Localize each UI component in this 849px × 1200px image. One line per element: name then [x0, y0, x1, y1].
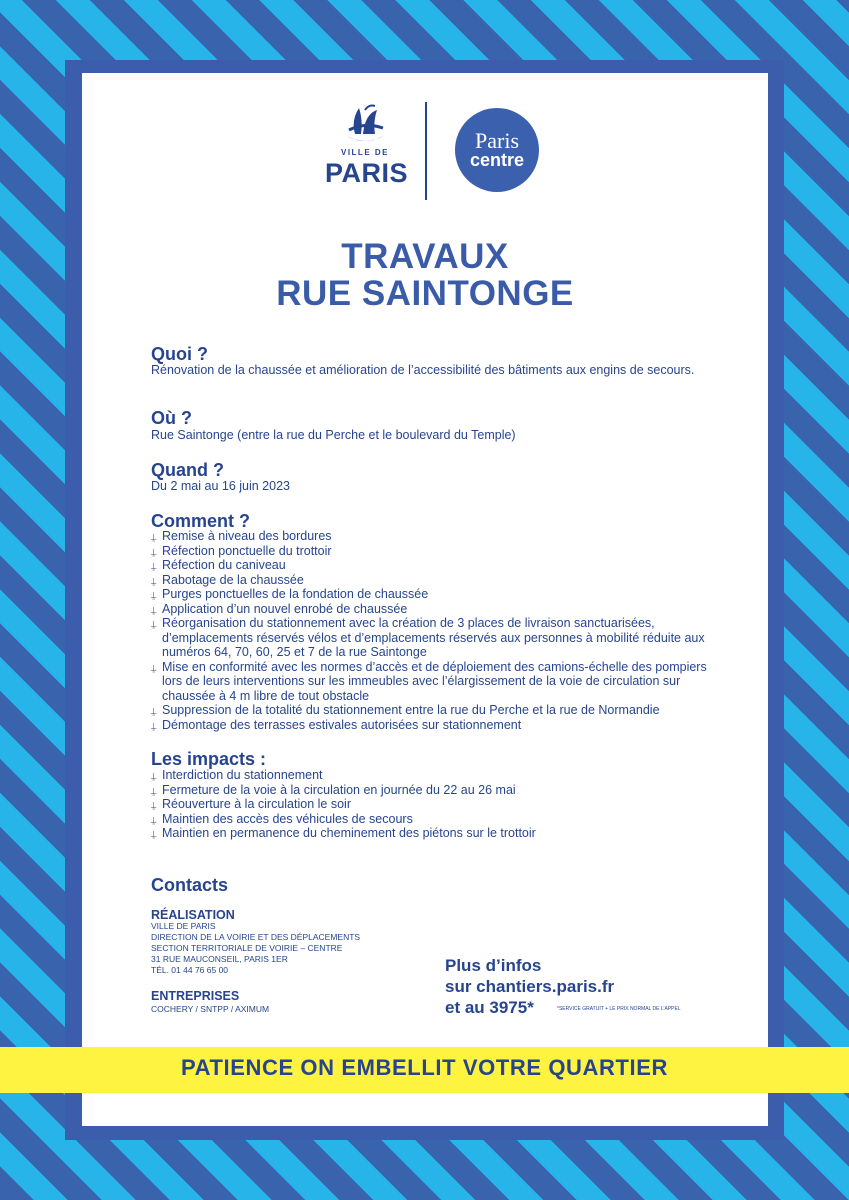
paris-centre-line1: Paris [475, 128, 519, 153]
bullet-icon: ⍊ [151, 771, 157, 781]
paris-label: PARIS [325, 158, 409, 188]
bullet-icon: ⍊ [151, 604, 157, 615]
list-item-text: Démontage des terrasses estivales autorisées sur stationnement [162, 717, 522, 732]
quand-heading: Quand ? [151, 460, 224, 480]
logo-divider [425, 102, 427, 200]
list-item [151, 797, 711, 812]
quoi-heading: Quoi ? [151, 344, 208, 364]
list-item-text: Maintien des accès des véhicules de secours [162, 811, 413, 826]
quoi-text: Rénovation de la chaussée et amélioration de l’accessibilité des bâtiments aux engins de secours. [151, 363, 695, 377]
ville-de-label: VILLE DE [340, 148, 389, 157]
info-line1: Plus d’infos [445, 956, 542, 975]
bullet-icon: ⍊ [151, 785, 157, 796]
list-item [151, 602, 711, 617]
list-item-text: Interdiction du stationnement [162, 768, 323, 782]
realisation-line: 31 RUE MAUCONSEIL, PARIS 1ER [151, 954, 288, 964]
ou-heading: Où ? [151, 408, 192, 428]
entreprises-text: COCHERY / SNTPP / AXIMUM [151, 1004, 270, 1014]
list-item-text: Réfection ponctuelle du trottoir [162, 543, 332, 558]
impacts-heading: Les impacts : [151, 749, 267, 769]
list-item [151, 573, 711, 588]
list-item-text: Suppression de la totalité du stationnement entre la rue du Perche et la rue de Normandie [162, 703, 660, 717]
bullet-icon: ⍊ [151, 829, 157, 839]
impacts-list [151, 768, 711, 841]
list-item-text: Réfection du caniveau [162, 558, 286, 572]
bullet-icon: ⍊ [151, 619, 157, 629]
comment-list [151, 529, 711, 732]
bullet-icon: ⍊ [151, 575, 157, 586]
title-line1: TRAVAUX [341, 237, 509, 276]
list-item [151, 812, 711, 827]
list-item-text: Application d’un nouvel enrobé de chaussée [162, 601, 408, 616]
list-item-text: Maintien en permanence du cheminement des piétons sur le trottoir [162, 826, 536, 840]
bullet-icon: ⍊ [151, 800, 157, 810]
paris-centre-line2: centre [469, 150, 525, 170]
list-item [151, 768, 711, 783]
bullet-icon: ⍊ [151, 814, 157, 825]
list-item-text: Rabotage de la chaussée [162, 572, 304, 587]
bullet-icon: ⍊ [151, 546, 157, 557]
realisation-heading: RÉALISATION [151, 908, 235, 922]
list-item [151, 558, 711, 573]
bullet-icon: ⍊ [151, 706, 157, 716]
list-item-text: Remise à niveau des bordures [162, 529, 332, 543]
list-item [151, 826, 711, 841]
paris-centre-logo [455, 108, 539, 192]
realisation-line: SECTION TERRITORIALE DE VOIRIE – CENTRE [151, 943, 343, 953]
banner-text: PATIENCE ON EMBELLIT VOTRE QUARTIER [180, 1055, 669, 1080]
realisation-line: TÉL. 01 44 76 65 00 [151, 965, 229, 975]
list-item-text: Réorganisation du stationnement avec la création de 3 places de livraison sanctuarisées, d’emplacements réservés vélos et d’emplacements réservés aux personnes à mobilité réduite aux numéros 64, 70, 60, 25 et 7 de la rue Saintonge [162, 616, 705, 659]
paris-ship-icon [325, 100, 405, 148]
bullet-icon: ⍊ [151, 662, 157, 673]
info-line3: et au 3975* [445, 998, 534, 1017]
info-line2: sur chantiers.paris.fr [445, 977, 615, 996]
list-item [151, 587, 711, 602]
list-item [151, 529, 711, 544]
list-item-text: Fermeture de la voie à la circulation en journée du 22 au 26 mai [162, 782, 516, 797]
title-line2: RUE SAINTONGE [276, 274, 574, 313]
ville-de-paris-logo [325, 100, 409, 200]
list-item [151, 544, 711, 559]
entreprises-heading: ENTREPRISES [151, 989, 240, 1003]
list-item [151, 660, 711, 704]
bullet-icon: ⍊ [151, 590, 157, 600]
list-item-text: Réouverture à la circulation le soir [162, 797, 351, 811]
list-item-text: Purges ponctuelles de la fondation de chaussée [162, 587, 429, 601]
bullet-icon: ⍊ [151, 720, 157, 731]
realisation-line: VILLE DE PARIS [151, 921, 216, 931]
comment-heading: Comment ? [151, 511, 250, 531]
contacts-heading: Contacts [151, 875, 229, 895]
list-item [151, 783, 711, 798]
quand-text: Du 2 mai au 16 juin 2023 [151, 479, 290, 493]
list-item [151, 718, 711, 733]
bullet-icon: ⍊ [151, 532, 157, 542]
bullet-icon: ⍊ [151, 561, 157, 571]
list-item [151, 616, 711, 660]
realisation-line: DIRECTION DE LA VOIRIE ET DES DÉPLACEMENTS [151, 932, 361, 942]
list-item-text: Mise en conformité avec les normes d’accès et de déploiement des camions-échelle des pompiers lors de leurs interventions sur les immeubles avec l’élargissement de la voie de circulation sur chaussée à 4 m libre de tout obstacle [162, 659, 707, 703]
logo-area [325, 100, 545, 205]
info-note: *SERVICE GRATUIT + LE PRIX NORMAL DE L’APPEL [557, 1006, 681, 1012]
list-item [151, 703, 711, 718]
ou-text: Rue Saintonge (entre la rue du Perche et le boulevard du Temple) [151, 428, 516, 442]
